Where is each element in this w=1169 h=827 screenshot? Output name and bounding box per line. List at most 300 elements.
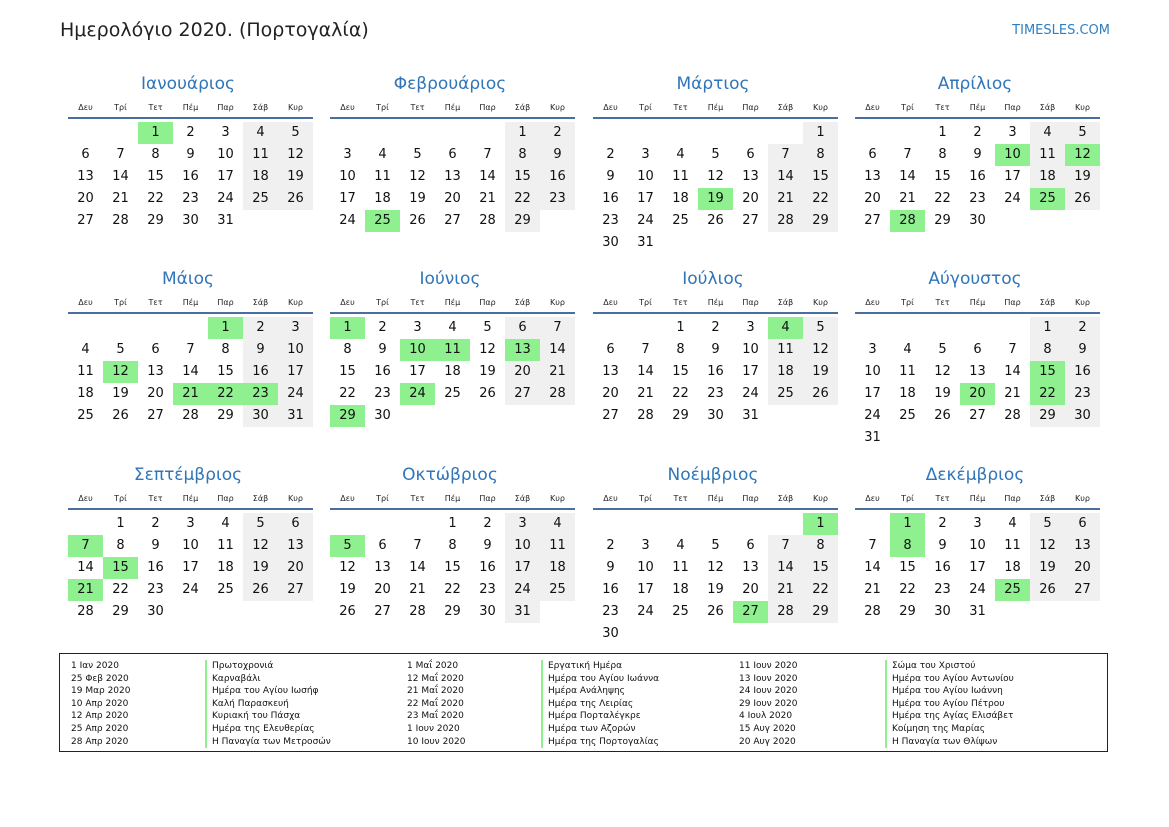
weekday-label: Σάβ [777, 298, 794, 307]
day-cell: 15 [505, 166, 540, 188]
day-cell: 24 [637, 604, 654, 619]
weekday-label: Πέμ [444, 494, 461, 503]
day-cell: 1 [803, 122, 838, 144]
weekday-header [68, 490, 313, 510]
day-cell: 18 [672, 582, 689, 597]
day-cell: 12 [243, 535, 278, 557]
day-cell: 3 [641, 147, 650, 162]
day-cell: 14 [540, 339, 575, 361]
holiday-date: 10 Απρ 2020 [71, 698, 129, 709]
day-cell: 5 [278, 122, 313, 144]
day-cell: 21 [409, 582, 426, 597]
holiday-day-cell: 22 [1030, 383, 1065, 405]
empty-cell [628, 122, 663, 144]
day-cell: 27 [374, 604, 391, 619]
empty-cell [733, 513, 768, 535]
day-cell: 11 [540, 535, 575, 557]
weekday-label: Σάβ [514, 298, 531, 307]
day-cell: 12 [707, 560, 724, 575]
day-cell: 29 [899, 604, 916, 619]
day-cell: 21 [768, 188, 803, 210]
day-cell: 31 [637, 235, 654, 250]
day-cell: 9 [1065, 339, 1100, 361]
month-name: Ιούνιος [419, 269, 481, 289]
holiday-name: Ημέρα Ανάληψης [548, 686, 625, 697]
day-cell: 6 [973, 342, 982, 357]
month-calendar [593, 73, 838, 254]
site-link[interactable]: TIMESLES.COM [1012, 23, 1110, 38]
holiday-date: 15 Αυγ 2020 [739, 723, 796, 734]
weekday-label: Πέμ [969, 494, 986, 503]
day-cell: 27 [444, 213, 461, 228]
holiday-name: Ημέρα του Αγίου Ιωάννη [892, 686, 1003, 697]
day-cell: 29 [803, 601, 838, 623]
day-cell: 28 [540, 383, 575, 405]
day-cell: 9 [378, 342, 387, 357]
day-cell: 16 [374, 364, 391, 379]
weekday-label: Κυρ [288, 103, 303, 112]
weekday-label: Κυρ [1075, 298, 1090, 307]
day-cell: 29 [112, 604, 129, 619]
day-cell: 13 [444, 169, 461, 184]
day-cell: 21 [112, 191, 129, 206]
day-grid [330, 122, 575, 232]
holiday-name: Καλή Παρασκευή [212, 698, 289, 709]
holiday-dates-column [71, 660, 131, 748]
month-name: Φεβρουάριος [393, 74, 507, 94]
day-cell: 25 [217, 582, 234, 597]
day-cell: 3 [343, 147, 352, 162]
day-cell: 4 [81, 342, 90, 357]
day-cell: 12 [339, 560, 356, 575]
holiday-date: 25 Απρ 2020 [71, 723, 129, 734]
day-cell: 18 [444, 364, 461, 379]
empty-cell [330, 513, 365, 535]
empty-cell [855, 513, 890, 535]
empty-cell [68, 122, 103, 144]
day-cell: 20 [742, 191, 759, 206]
day-cell: 19 [243, 557, 278, 579]
day-cell: 13 [864, 169, 881, 184]
empty-cell [330, 122, 365, 144]
day-cell: 30 [934, 604, 951, 619]
day-cell: 29 [934, 213, 951, 228]
page-title: Ημερολόγιο 2020. (Πορτογαλία) [60, 19, 369, 41]
weekday-label: Παρ [1004, 494, 1021, 503]
day-cell: 9 [973, 147, 982, 162]
weekday-label: Τετ [410, 103, 425, 112]
day-cell: 7 [1008, 342, 1017, 357]
day-cell: 14 [479, 169, 496, 184]
day-cell: 14 [77, 560, 94, 575]
weekday-label: Δευ [340, 298, 355, 307]
holiday-date: 1 Ιαν 2020 [71, 661, 119, 671]
day-cell: 17 [637, 582, 654, 597]
month-calendar [593, 464, 838, 645]
day-cell: 18 [1004, 560, 1021, 575]
weekday-label: Τετ [148, 494, 163, 503]
holiday-day-cell: 29 [330, 405, 365, 427]
holiday-day-cell: 25 [1030, 188, 1065, 210]
day-cell: 10 [217, 147, 234, 162]
holiday-day-cell: 7 [68, 535, 103, 557]
day-cell: 31 [278, 405, 313, 427]
day-cell: 2 [186, 125, 195, 140]
month-name: Σεπτέμβριος [133, 465, 243, 485]
day-cell: 26 [1030, 579, 1065, 601]
holiday-date: 29 Ιουν 2020 [739, 698, 798, 709]
month-calendar [330, 268, 575, 427]
day-cell: 20 [374, 582, 391, 597]
day-cell: 23 [969, 191, 986, 206]
month-calendar [68, 73, 313, 232]
day-cell: 7 [868, 538, 877, 553]
day-cell: 23 [602, 213, 619, 228]
day-cell: 18 [243, 166, 278, 188]
day-cell: 11 [77, 364, 94, 379]
weekday-label: Τρί [114, 494, 127, 503]
day-cell: 26 [1065, 188, 1100, 210]
weekday-label: Πέμ [707, 494, 724, 503]
day-cell: 31 [742, 408, 759, 423]
weekday-label: Τρί [114, 298, 127, 307]
day-grid [68, 122, 313, 232]
day-cell: 27 [602, 408, 619, 423]
holiday-name: Ημέρα του Αγίου Ιωάννα [548, 673, 660, 684]
day-cell: 18 [1030, 166, 1065, 188]
holiday-name: Ημέρα Πορταλέγκρε [548, 711, 641, 722]
day-cell: 23 [147, 582, 164, 597]
weekday-label: Παρ [1004, 298, 1021, 307]
day-cell: 3 [868, 342, 877, 357]
day-cell: 8 [676, 342, 685, 357]
day-cell: 31 [217, 213, 234, 228]
day-cell: 9 [606, 560, 615, 575]
day-cell: 19 [339, 582, 356, 597]
day-cell: 21 [540, 361, 575, 383]
day-cell: 15 [444, 560, 461, 575]
weekday-label: Κυρ [813, 103, 828, 112]
day-cell: 25 [77, 408, 94, 423]
day-cell: 1 [1030, 317, 1065, 339]
day-cell: 13 [602, 364, 619, 379]
holiday-name: Ημέρα της Ελευθερίας [212, 723, 315, 734]
weekday-label: Τετ [673, 494, 688, 503]
empty-cell [593, 513, 628, 535]
day-cell: 29 [505, 210, 540, 232]
day-cell: 8 [221, 342, 230, 357]
holiday-day-cell: 12 [103, 361, 138, 383]
day-cell: 14 [1004, 364, 1021, 379]
day-cell: 12 [707, 169, 724, 184]
holiday-date: 1 Μαΐ 2020 [407, 661, 459, 671]
empty-cell [628, 317, 663, 339]
weekday-header [593, 99, 838, 119]
day-cell: 18 [374, 191, 391, 206]
day-cell: 22 [934, 191, 951, 206]
day-cell: 6 [81, 147, 90, 162]
weekday-label: Δευ [865, 103, 880, 112]
day-cell: 28 [409, 604, 426, 619]
day-cell: 4 [676, 538, 685, 553]
day-grid [855, 513, 1100, 623]
day-cell: 6 [278, 513, 313, 535]
day-cell: 15 [672, 364, 689, 379]
holiday-dates-column [407, 660, 465, 748]
day-cell: 27 [147, 408, 164, 423]
day-cell: 18 [672, 191, 689, 206]
day-cell: 9 [540, 144, 575, 166]
day-cell: 27 [505, 383, 540, 405]
day-cell: 1 [116, 516, 125, 531]
day-cell: 5 [711, 538, 720, 553]
holiday-names-column [541, 660, 659, 748]
weekday-header [68, 99, 313, 119]
day-cell: 9 [711, 342, 720, 357]
day-grid [593, 317, 838, 427]
empty-cell [995, 317, 1030, 339]
weekday-label: Δευ [865, 494, 880, 503]
day-cell: 1 [676, 320, 685, 335]
month-name: Απρίλιος [937, 74, 1013, 94]
holiday-day-cell: 20 [960, 383, 995, 405]
empty-cell [628, 513, 663, 535]
empty-cell [470, 122, 505, 144]
empty-cell [733, 122, 768, 144]
day-cell: 2 [243, 317, 278, 339]
empty-cell [173, 317, 208, 339]
day-cell: 28 [637, 408, 654, 423]
weekday-label: Παρ [742, 103, 759, 112]
day-cell: 10 [339, 169, 356, 184]
day-cell: 24 [278, 383, 313, 405]
day-cell: 16 [147, 560, 164, 575]
day-cell: 30 [182, 213, 199, 228]
day-cell: 4 [540, 513, 575, 535]
holiday-name: Καρναβάλι [212, 673, 261, 684]
weekday-label: Δευ [340, 494, 355, 503]
day-cell: 6 [746, 538, 755, 553]
holiday-day-cell: 27 [733, 601, 768, 623]
day-cell: 16 [969, 169, 986, 184]
holiday-date: 23 Μαΐ 2020 [407, 711, 464, 722]
day-cell: 16 [602, 191, 619, 206]
day-cell: 30 [479, 604, 496, 619]
day-cell: 25 [672, 213, 689, 228]
day-cell: 30 [602, 626, 619, 641]
weekday-label: Κυρ [550, 298, 565, 307]
day-cell: 11 [899, 364, 916, 379]
day-cell: 11 [672, 560, 689, 575]
holiday-date: 19 Μαρ 2020 [71, 686, 131, 697]
day-cell: 30 [602, 235, 619, 250]
day-cell: 22 [444, 582, 461, 597]
day-cell: 19 [409, 191, 426, 206]
day-cell: 27 [1065, 579, 1100, 601]
day-cell: 9 [483, 538, 492, 553]
day-cell: 23 [934, 582, 951, 597]
holiday-date: 24 Ιουν 2020 [739, 686, 798, 697]
day-cell: 26 [409, 213, 426, 228]
day-cell: 30 [1065, 405, 1100, 427]
weekday-label: Τρί [376, 298, 389, 307]
day-cell: 19 [479, 364, 496, 379]
day-cell: 15 [899, 560, 916, 575]
day-cell: 16 [479, 560, 496, 575]
day-cell: 11 [672, 169, 689, 184]
holiday-day-cell: 24 [400, 383, 435, 405]
weekday-label: Σάβ [1039, 298, 1056, 307]
holiday-name: Πρωτοχρονιά [212, 661, 274, 671]
holiday-name: Κυριακή του Πάσχα [212, 711, 301, 722]
day-cell: 5 [483, 320, 492, 335]
day-cell: 13 [374, 560, 391, 575]
day-cell: 21 [864, 582, 881, 597]
day-cell: 14 [637, 364, 654, 379]
day-cell: 10 [182, 538, 199, 553]
day-cell: 19 [278, 166, 313, 188]
empty-cell [138, 317, 173, 339]
day-cell: 26 [707, 604, 724, 619]
day-cell: 22 [672, 386, 689, 401]
holiday-day-cell: 1 [330, 317, 365, 339]
weekday-label: Παρ [1004, 103, 1021, 112]
holiday-day-cell: 4 [768, 317, 803, 339]
day-cell: 20 [864, 191, 881, 206]
month-name: Δεκέμβριος [925, 465, 1025, 485]
day-cell: 11 [217, 538, 234, 553]
day-cell: 24 [1004, 191, 1021, 206]
day-cell: 6 [378, 538, 387, 553]
holiday-name: Εργατική Ημέρα [548, 661, 622, 671]
weekday-header [593, 294, 838, 314]
day-cell: 15 [934, 169, 951, 184]
holiday-day-cell: 21 [173, 383, 208, 405]
weekday-label: Σάβ [252, 103, 269, 112]
day-cell: 11 [1030, 144, 1065, 166]
day-cell: 18 [217, 560, 234, 575]
holiday-date: 11 Ιουν 2020 [739, 661, 798, 671]
day-cell: 9 [938, 538, 947, 553]
day-cell: 3 [1008, 125, 1017, 140]
holiday-name: Ημέρα της Αγίας Ελισάβετ [892, 711, 1014, 722]
day-cell: 14 [182, 364, 199, 379]
day-cell: 2 [606, 147, 615, 162]
day-cell: 23 [182, 191, 199, 206]
day-cell: 8 [448, 538, 457, 553]
day-cell: 24 [864, 408, 881, 423]
day-cell: 27 [969, 408, 986, 423]
day-cell: 27 [278, 579, 313, 601]
day-cell: 2 [1065, 317, 1100, 339]
day-cell: 25 [899, 408, 916, 423]
weekday-label: Κυρ [288, 298, 303, 307]
empty-cell [698, 122, 733, 144]
weekday-label: Κυρ [1075, 494, 1090, 503]
holiday-name: Σώμα του Χριστού [892, 661, 976, 671]
day-cell: 9 [186, 147, 195, 162]
weekday-label: Δευ [603, 298, 618, 307]
day-cell: 4 [1030, 122, 1065, 144]
day-cell: 7 [483, 147, 492, 162]
day-cell: 28 [479, 213, 496, 228]
day-cell: 4 [243, 122, 278, 144]
day-cell: 31 [864, 430, 881, 445]
empty-cell [698, 513, 733, 535]
day-cell: 7 [903, 147, 912, 162]
day-cell: 16 [243, 361, 278, 383]
day-cell: 5 [938, 342, 947, 357]
holiday-list [59, 653, 1108, 752]
holiday-date: 12 Απρ 2020 [71, 711, 129, 722]
day-cell: 14 [768, 166, 803, 188]
holiday-day-cell: 1 [890, 513, 925, 535]
day-cell: 29 [444, 604, 461, 619]
day-cell: 9 [151, 538, 160, 553]
weekday-label: Τρί [901, 494, 914, 503]
day-cell: 8 [803, 535, 838, 557]
weekday-label: Τετ [410, 298, 425, 307]
weekday-header [855, 490, 1100, 510]
day-cell: 6 [151, 342, 160, 357]
day-cell: 25 [768, 383, 803, 405]
day-cell: 17 [505, 557, 540, 579]
day-cell: 17 [217, 169, 234, 184]
day-cell: 26 [707, 213, 724, 228]
holiday-name: Ημέρα του Αγίου Ιωσήφ [212, 686, 319, 697]
day-cell: 10 [505, 535, 540, 557]
day-cell: 20 [444, 191, 461, 206]
holiday-day-cell: 21 [68, 579, 103, 601]
day-cell: 25 [243, 188, 278, 210]
day-cell: 11 [243, 144, 278, 166]
weekday-label: Παρ [217, 494, 234, 503]
weekday-label: Τετ [935, 298, 950, 307]
weekday-label: Τρί [376, 103, 389, 112]
day-cell: 4 [903, 342, 912, 357]
day-cell: 21 [1004, 386, 1021, 401]
day-cell: 18 [899, 386, 916, 401]
day-cell: 20 [1065, 557, 1100, 579]
day-cell: 10 [637, 560, 654, 575]
day-cell: 5 [243, 513, 278, 535]
holiday-name: Ημέρα των Αζορών [548, 723, 636, 734]
weekday-label: Πέμ [707, 298, 724, 307]
day-cell: 17 [409, 364, 426, 379]
empty-cell [890, 122, 925, 144]
day-cell: 4 [676, 147, 685, 162]
day-cell: 14 [864, 560, 881, 575]
weekday-label: Δευ [340, 103, 355, 112]
day-cell: 6 [505, 317, 540, 339]
day-cell: 30 [707, 408, 724, 423]
day-cell: 26 [934, 408, 951, 423]
day-cell: 20 [77, 191, 94, 206]
day-cell: 31 [505, 601, 540, 623]
day-cell: 26 [803, 383, 838, 405]
day-cell: 2 [938, 516, 947, 531]
day-cell: 26 [243, 579, 278, 601]
day-cell: 6 [606, 342, 615, 357]
month-calendar [330, 73, 575, 232]
weekday-label: Κυρ [288, 494, 303, 503]
day-cell: 19 [803, 361, 838, 383]
empty-cell [435, 122, 470, 144]
holiday-day-cell: 1 [138, 122, 173, 144]
day-cell: 30 [374, 408, 391, 423]
weekday-label: Σάβ [1039, 103, 1056, 112]
day-cell: 20 [742, 582, 759, 597]
